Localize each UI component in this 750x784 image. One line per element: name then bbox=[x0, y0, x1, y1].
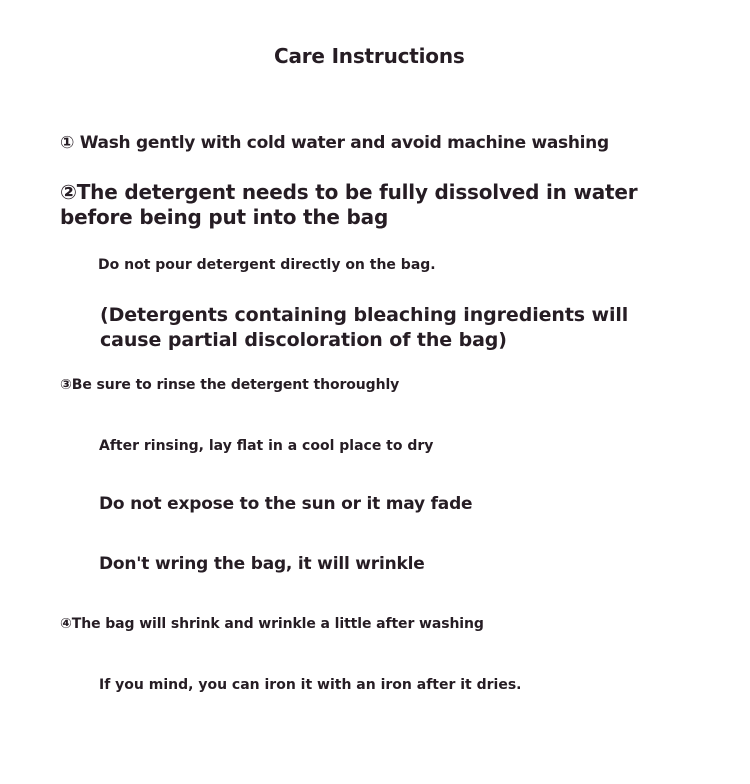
page-title: Care Instructions bbox=[274, 44, 465, 68]
instruction-3-note-no-wring: Don't wring the bag, it will wrinkle bbox=[99, 554, 425, 574]
instruction-2-note-no-direct-pour: Do not pour detergent directly on the bag. bbox=[98, 257, 436, 273]
bleach-warning-line-1: (Detergents containing bleaching ingredients will bbox=[100, 304, 629, 326]
instruction-1-heading: ① Wash gently with cold water and avoid machine washing bbox=[60, 133, 609, 153]
instruction-3-note-dry-flat: After rinsing, lay flat in a cool place to dry bbox=[99, 438, 434, 454]
instruction-4-note-iron: If you mind, you can iron it with an iron after it dries. bbox=[99, 677, 522, 693]
instruction-3-heading: ③Be sure to rinse the detergent thoroughly bbox=[60, 377, 400, 393]
instruction-2-heading-line-2: before being put into the bag bbox=[60, 205, 389, 229]
instruction-3-note-no-sun: Do not expose to the sun or it may fade bbox=[99, 494, 473, 514]
bleach-warning-line-2: cause partial discoloration of the bag) bbox=[100, 329, 507, 351]
instruction-2-heading bbox=[60, 180, 637, 230]
instruction-2-note-bleach-warning bbox=[100, 303, 628, 353]
instruction-2-heading-line-1: ②The detergent needs to be fully dissolved in water bbox=[60, 180, 638, 204]
instruction-4-heading: ④The bag will shrink and wrinkle a little after washing bbox=[60, 616, 484, 632]
